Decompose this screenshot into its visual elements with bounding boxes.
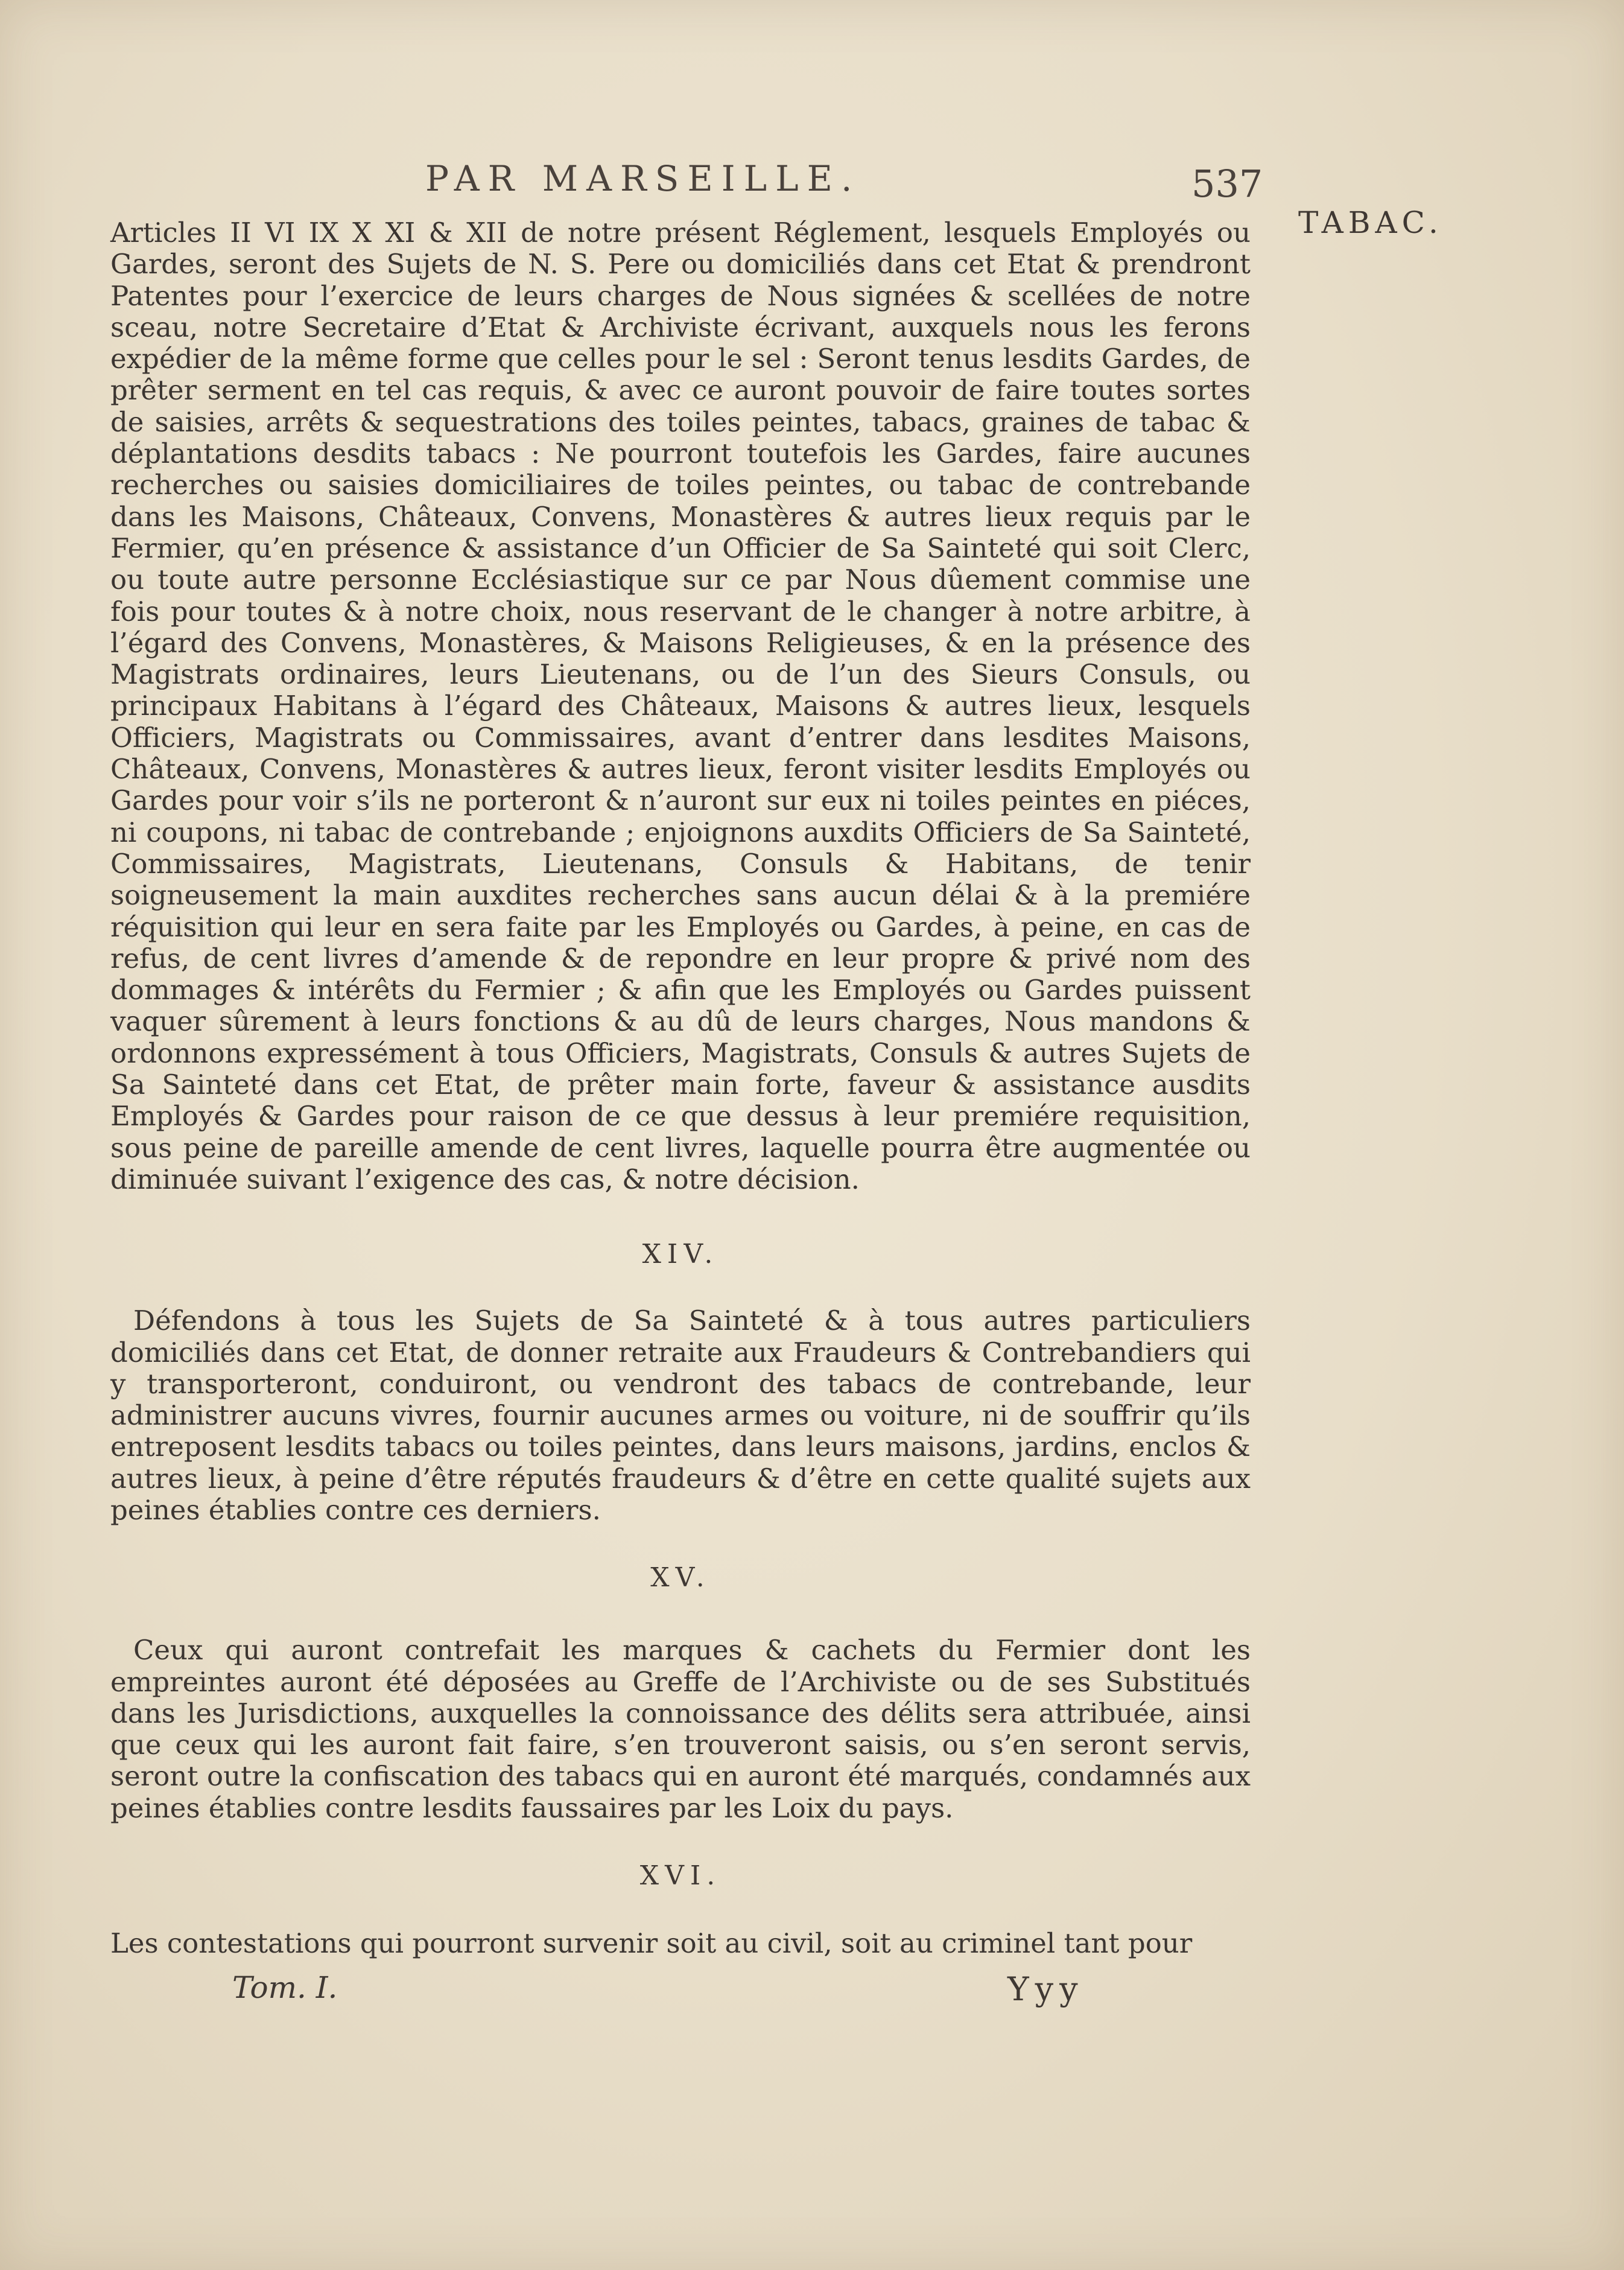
paragraph-article-xvi: Les contestations qui pourront survenir soit au civil, soit au criminel tant pour [110, 1927, 1193, 1960]
running-head: PAR MARSEILLE. [425, 158, 861, 199]
page-header [0, 158, 1624, 212]
paragraph-article-xiv: Défendons à tous les Sujets de Sa Sainteté & à tous autres particuliers domiciliés dans cet Etat, de donner retraite aux Fraudeurs & Contrebandiers qui y transporteront, conduiront, ou vendront des tabacs de contrebande, leur administrer aucuns vivres, fournir aucunes armes ou voiture, ni de souffrir qu’ils entreposent lesdits tabacs ou toiles peintes, dans leurs maisons, jardins, enclos & autres lieux, à peine d’être réputés fraudeurs & d’être en cette qualité sujets aux peines établies contre ces derniers. [110, 1305, 1251, 1526]
marginal-note: TABAC. [1298, 205, 1443, 240]
article-heading-xv: XV. [650, 1562, 711, 1594]
body-text [110, 217, 1251, 1959]
volume-label: Tom. I. [232, 1970, 338, 2005]
page-number: 537 [1191, 162, 1263, 206]
paragraph-continuation: Articles II VI IX X XI & XII de notre présent Réglement, lesquels Employés ou Gardes, seront des Sujets de N. S. Pere ou domiciliés dans cet Etat & prendront Patentes pour l’exercice de leurs charges de Nous signées & scellées de notre sceau, notre Secretaire d’Etat & Archiviste écrivant, auxquels nous les ferons expédier de la même forme que celles pour le sel : Seront tenus lesdits Gardes, de prêter serment en tel cas requis, & avec ce auront pouvoir de faire toutes sortes de saisies, arrêts & sequestrations des toiles peintes, tabacs, graines de tabac & déplantations desdits tabacs : Ne pourront toutefois les Gardes, faire aucunes recherches ou saisies domiciliaires de toiles peintes, ou tabac de contrebande dans les Maisons, Châteaux, Convens, Monastères & autres lieux requis par le Fermier, qu’en présence & assistance d’un Officier de Sa Sainteté qui soit Clerc, ou toute autre personne Ecclésiastique sur ce par Nous dûement commise une fois pour toutes & à notre choix, nous reservant de le changer à notre arbitre, à l’égard des Convens, Monastères, & Maisons Religieuses, & en la présence des Magistrats ordinaires, leurs Lieutenans, ou de l’un des Sieurs Consuls, ou principaux Habitans à l’égard des Châteaux, Maisons & autres lieux, lesquels Officiers, Magistrats ou Commissaires, avant d’entrer dans lesdites Maisons, Châteaux, Convens, Monastères & autres lieux, feront visiter lesdits Employés ou Gardes pour voir s’ils ne porteront & n’auront sur eux ni toiles peintes en piéces, ni coupons, ni tabac de contrebande ; enjoignons auxdits Officiers de Sa Sainteté, Commissaires, Magistrats, Lieutenans, Consuls & Habitans, de tenir soigneusement la main auxdites recherches sans aucun délai & à la premiére réquisition qui leur en sera faite par les Employés ou Gardes, à peine, en cas de refus, de cent livres d’amende & de repondre en leur propre & privé nom des dommages & intérêts du Fermier ; & afin que les Employés ou Gardes puissent vaquer sûrement à leurs fonctions & au dû de leurs charges, Nous mandons & ordonnons expressément à tous Officiers, Magistrats, Consuls & autres Sujets de Sa Sainteté dans cet Etat, de prêter main forte, faveur & assistance ausdits Employés & Gardes pour raison de ce que dessus à leur premiére requisition, sous peine de pareille amende de cent livres, laquelle pourra être augmentée ou diminuée suivant l’exigence des cas, & notre décision. [110, 217, 1251, 1195]
paragraph-article-xv: Ceux qui auront contrefait les marques & cachets du Fermier dont les empreintes auront été déposées au Greffe de l’Archiviste ou de ses Substitués dans les Jurisdictions, auxquelles la connoissance des délits sera attribuée, ainsi que ceux qui les auront fait faire, s’en trouveront saisis, ou s’en seront servis, seront outre la confiscation des tabacs qui en auront été marqués, condamnés aux peines établies contre lesdits faussaires par les Loix du pays. [110, 1634, 1251, 1824]
article-heading-xiv: XIV. [642, 1239, 719, 1270]
page-footer [0, 1970, 1624, 2012]
article-heading-xvi: XVI. [639, 1860, 722, 1892]
signature-mark: Yyy [1007, 1970, 1084, 2008]
